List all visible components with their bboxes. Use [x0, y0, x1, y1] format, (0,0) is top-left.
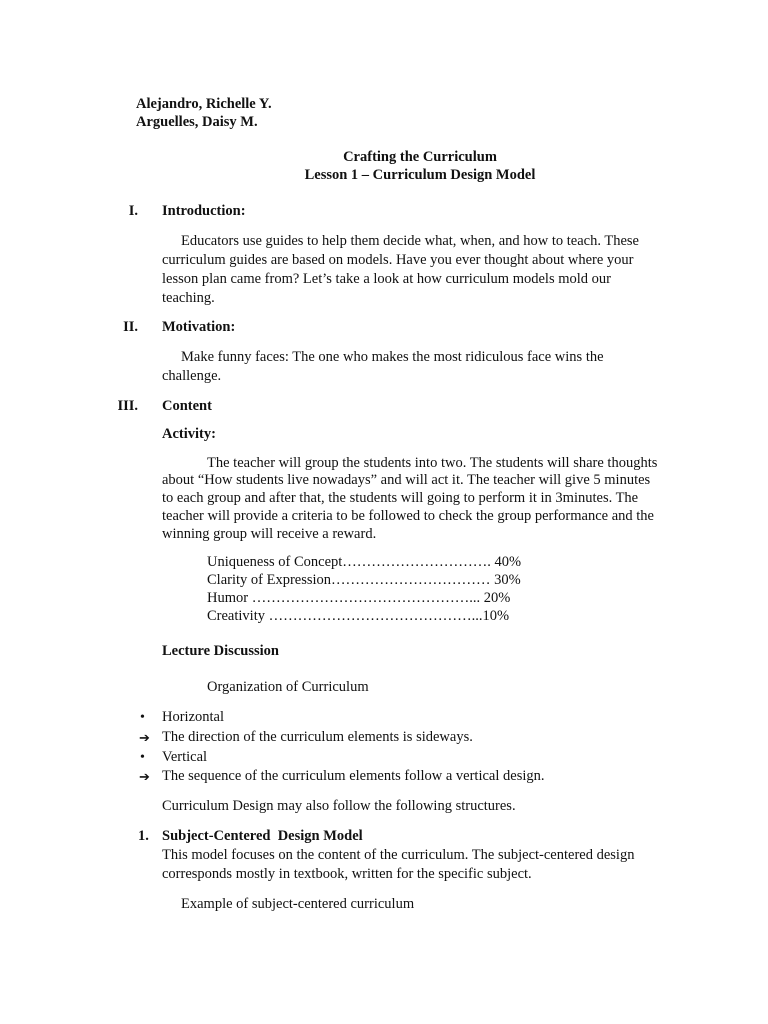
document-title: Crafting the Curriculum [343, 149, 497, 165]
bullet-dot-icon: • [140, 750, 145, 765]
bullet-dot-icon: • [140, 710, 145, 725]
activity-line-5: winning group will receive a reward. [162, 526, 377, 542]
list-item: The sequence of the curriculum elements follow a vertical design. [162, 768, 545, 784]
section-content-heading: Content [162, 398, 212, 414]
model-number: 1. [138, 828, 149, 844]
structures-line: Curriculum Design may also follow the following structures. [162, 798, 516, 814]
activity-line-1: The teacher will group the students into two. The students will share thoughts [207, 455, 658, 471]
model-line-2: corresponds mostly in textbook, written for the specific subject. [162, 866, 532, 882]
motivation-line-1: Make funny faces: The one who makes the most ridiculous face wins the [181, 349, 604, 365]
rubric-item: Uniqueness of Concept…………………………. 40% [207, 554, 522, 570]
intro-line-1: Educators use guides to help them decide what, when, and how to teach. These [181, 233, 639, 249]
model-heading: Subject-Centered Design Model [162, 828, 363, 844]
section-intro-numeral: I. [128, 203, 138, 219]
intro-line-2: curriculum guides are based on models. Have you ever thought about where your [162, 252, 634, 268]
rubric-item: Creativity ……………………………………...10% [207, 608, 510, 624]
activity-line-3: to each group and after that, the students will going to perform it in 3minutes. The [162, 490, 639, 506]
rubric-item: Humor ………………………………………... 20% [207, 590, 511, 606]
section-intro-heading: Introduction: [162, 203, 246, 219]
model-line-1: This model focuses on the content of the curriculum. The subject-centered design [162, 847, 635, 863]
arrow-bullet-icon: ➔ [139, 730, 150, 745]
example-label: Example of subject-centered curriculum [181, 896, 415, 912]
list-item: Horizontal [162, 709, 225, 725]
document-subtitle: Lesson 1 – Curriculum Design Model [304, 167, 536, 183]
intro-line-4: teaching. [162, 290, 215, 306]
section-motivation-heading: Motivation: [162, 319, 236, 335]
author-2: Arguelles, Daisy M. [136, 114, 258, 130]
author-1: Alejandro, Richelle Y. [136, 96, 272, 112]
list-item: Vertical [162, 749, 208, 765]
arrow-bullet-icon: ➔ [139, 769, 150, 784]
section-content-numeral: III. [117, 398, 138, 414]
lecture-heading: Lecture Discussion [162, 643, 279, 659]
motivation-line-2: challenge. [162, 368, 222, 384]
activity-line-4: teacher will provide a criteria to be followed to check the group performance and the [162, 508, 654, 524]
organization-label: Organization of Curriculum [207, 679, 369, 695]
rubric-item: Clarity of Expression…………………………… 30% [207, 572, 521, 588]
activity-line-2: about “How students live nowadays” and will act it. The teacher will give 5 minutes [162, 472, 651, 488]
intro-line-3: lesson plan came from? Let’s take a look at how curriculum models mold our [162, 271, 611, 287]
section-motivation-numeral: II. [123, 319, 138, 335]
activity-heading: Activity: [162, 426, 216, 442]
list-item: The direction of the curriculum elements is sideways. [162, 729, 473, 745]
